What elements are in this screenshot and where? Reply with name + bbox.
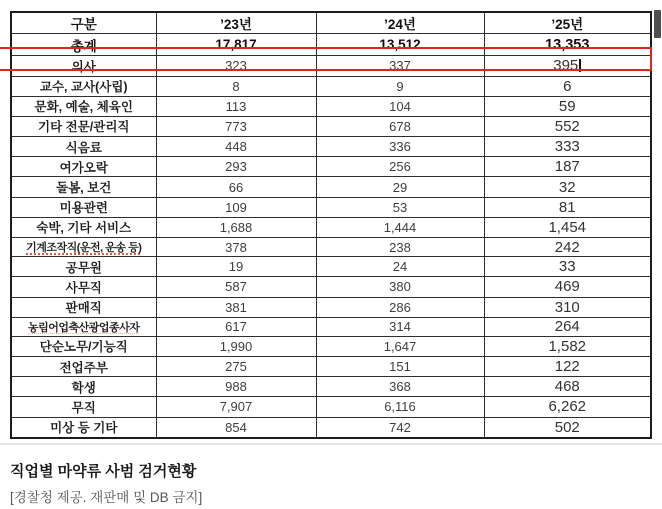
value-cell: 238 — [316, 238, 484, 257]
value-cell: 6 — [484, 76, 651, 96]
value-cell: 552 — [484, 116, 651, 136]
value-cell: 773 — [156, 116, 316, 136]
arrest-stats-table — [10, 11, 652, 439]
value-cell: 113 — [156, 96, 316, 116]
table-row — [11, 76, 651, 96]
value-cell: 256 — [316, 157, 484, 177]
row-label: 숙박, 기타 서비스 — [11, 217, 156, 237]
table-row-doctor — [11, 56, 651, 76]
value-cell: 587 — [156, 277, 316, 297]
row-label: 무직 — [11, 397, 156, 417]
spellcheck-underline: 농림어업축산광업종사자 — [28, 321, 140, 334]
figure-title: 직업별 마약류 사범 검거현황 — [10, 463, 197, 480]
spellcheck-underline: 기계조작직(운전, 운송 등) — [26, 242, 142, 255]
scrollbar-thumb[interactable] — [654, 10, 661, 38]
row-label: 식음료 — [11, 137, 156, 157]
value-cell: 678 — [316, 116, 484, 136]
value-cell: 13,512 — [316, 34, 484, 56]
value-cell: 8 — [156, 76, 316, 96]
column-header-2024: ’24년 — [316, 12, 484, 34]
value-cell: 242 — [484, 238, 651, 257]
table-row — [11, 377, 651, 397]
value-text: 395 — [553, 57, 579, 75]
value-cell: 151 — [316, 357, 484, 377]
value-cell: 293 — [156, 157, 316, 177]
value-cell: 17,817 — [156, 34, 316, 56]
value-cell: 13,353 — [484, 34, 651, 56]
value-cell: 854 — [156, 417, 316, 438]
value-cell: 19 — [156, 257, 316, 277]
value-cell: 469 — [484, 277, 651, 297]
value-cell: 1,688 — [156, 217, 316, 237]
value-cell: 468 — [484, 377, 651, 397]
row-label — [11, 317, 156, 336]
table-row — [11, 96, 651, 116]
table-row — [11, 116, 651, 136]
row-label: 여가오락 — [11, 157, 156, 177]
value-cell: 1,647 — [316, 336, 484, 356]
value-cell: 314 — [316, 317, 484, 336]
value-cell: 1,444 — [316, 217, 484, 237]
value-cell: 1,582 — [484, 336, 651, 356]
image-bottom-divider — [0, 443, 662, 445]
value-cell: 24 — [316, 257, 484, 277]
table-row — [11, 357, 651, 377]
row-label: 기타 전문/관리직 — [11, 116, 156, 136]
value-cell: 448 — [156, 137, 316, 157]
value-cell: 988 — [156, 377, 316, 397]
table-row — [11, 217, 651, 237]
table-row-total — [11, 34, 651, 56]
value-cell: 323 — [156, 56, 316, 76]
table-row — [11, 137, 651, 157]
header-row — [11, 12, 651, 34]
row-label: 단순노무/기능직 — [11, 336, 156, 356]
value-cell: 187 — [484, 157, 651, 177]
value-cell: 381 — [156, 297, 316, 317]
value-cell: 66 — [156, 177, 316, 197]
row-label: 전업주부 — [11, 357, 156, 377]
value-cell-editing[interactable] — [484, 56, 651, 76]
value-cell: 1,454 — [484, 217, 651, 237]
value-cell: 104 — [316, 96, 484, 116]
value-cell: 337 — [316, 56, 484, 76]
table-row — [11, 157, 651, 177]
value-cell: 29 — [316, 177, 484, 197]
value-cell: 59 — [484, 96, 651, 116]
table-row — [11, 257, 651, 277]
value-cell: 53 — [316, 197, 484, 217]
value-cell: 33 — [484, 257, 651, 277]
value-cell: 502 — [484, 417, 651, 438]
row-label — [11, 238, 156, 257]
value-cell: 310 — [484, 297, 651, 317]
value-cell: 109 — [156, 197, 316, 217]
value-cell: 122 — [484, 357, 651, 377]
value-cell: 742 — [316, 417, 484, 438]
row-label: 총계 — [11, 34, 156, 56]
row-label: 판매직 — [11, 297, 156, 317]
value-cell: 6,116 — [316, 397, 484, 417]
value-cell: 7,907 — [156, 397, 316, 417]
value-cell: 275 — [156, 357, 316, 377]
value-cell: 378 — [156, 238, 316, 257]
row-label: 학생 — [11, 377, 156, 397]
figure-credit: [경찰청 제공. 재판매 및 DB 금지] — [10, 490, 203, 505]
value-cell: 286 — [316, 297, 484, 317]
value-cell: 32 — [484, 177, 651, 197]
value-cell: 333 — [484, 137, 651, 157]
value-cell: 336 — [316, 137, 484, 157]
table-row — [11, 238, 651, 257]
column-header-2025: ’25년 — [484, 12, 651, 34]
row-label: 교수, 교사(사립) — [11, 76, 156, 96]
table-row — [11, 177, 651, 197]
row-label: 의사 — [11, 56, 156, 76]
table-row — [11, 417, 651, 438]
table-row — [11, 397, 651, 417]
row-label: 문화, 예술, 체육인 — [11, 96, 156, 116]
value-cell: 9 — [316, 76, 484, 96]
value-cell: 368 — [316, 377, 484, 397]
value-cell: 380 — [316, 277, 484, 297]
table-row — [11, 297, 651, 317]
value-cell: 6,262 — [484, 397, 651, 417]
row-label: 공무원 — [11, 257, 156, 277]
column-header-2023: ’23년 — [156, 12, 316, 34]
row-label: 미상 등 기타 — [11, 417, 156, 438]
table-row — [11, 197, 651, 217]
table-row — [11, 336, 651, 356]
table-row — [11, 277, 651, 297]
row-label: 돌봄, 보건 — [11, 177, 156, 197]
value-cell: 81 — [484, 197, 651, 217]
value-cell: 1,990 — [156, 336, 316, 356]
value-cell: 617 — [156, 317, 316, 336]
row-label: 사무직 — [11, 277, 156, 297]
column-header-category: 구분 — [11, 12, 156, 34]
text-cursor — [579, 59, 581, 72]
value-cell: 264 — [484, 317, 651, 336]
table-row — [11, 317, 651, 336]
row-label: 미용관련 — [11, 197, 156, 217]
